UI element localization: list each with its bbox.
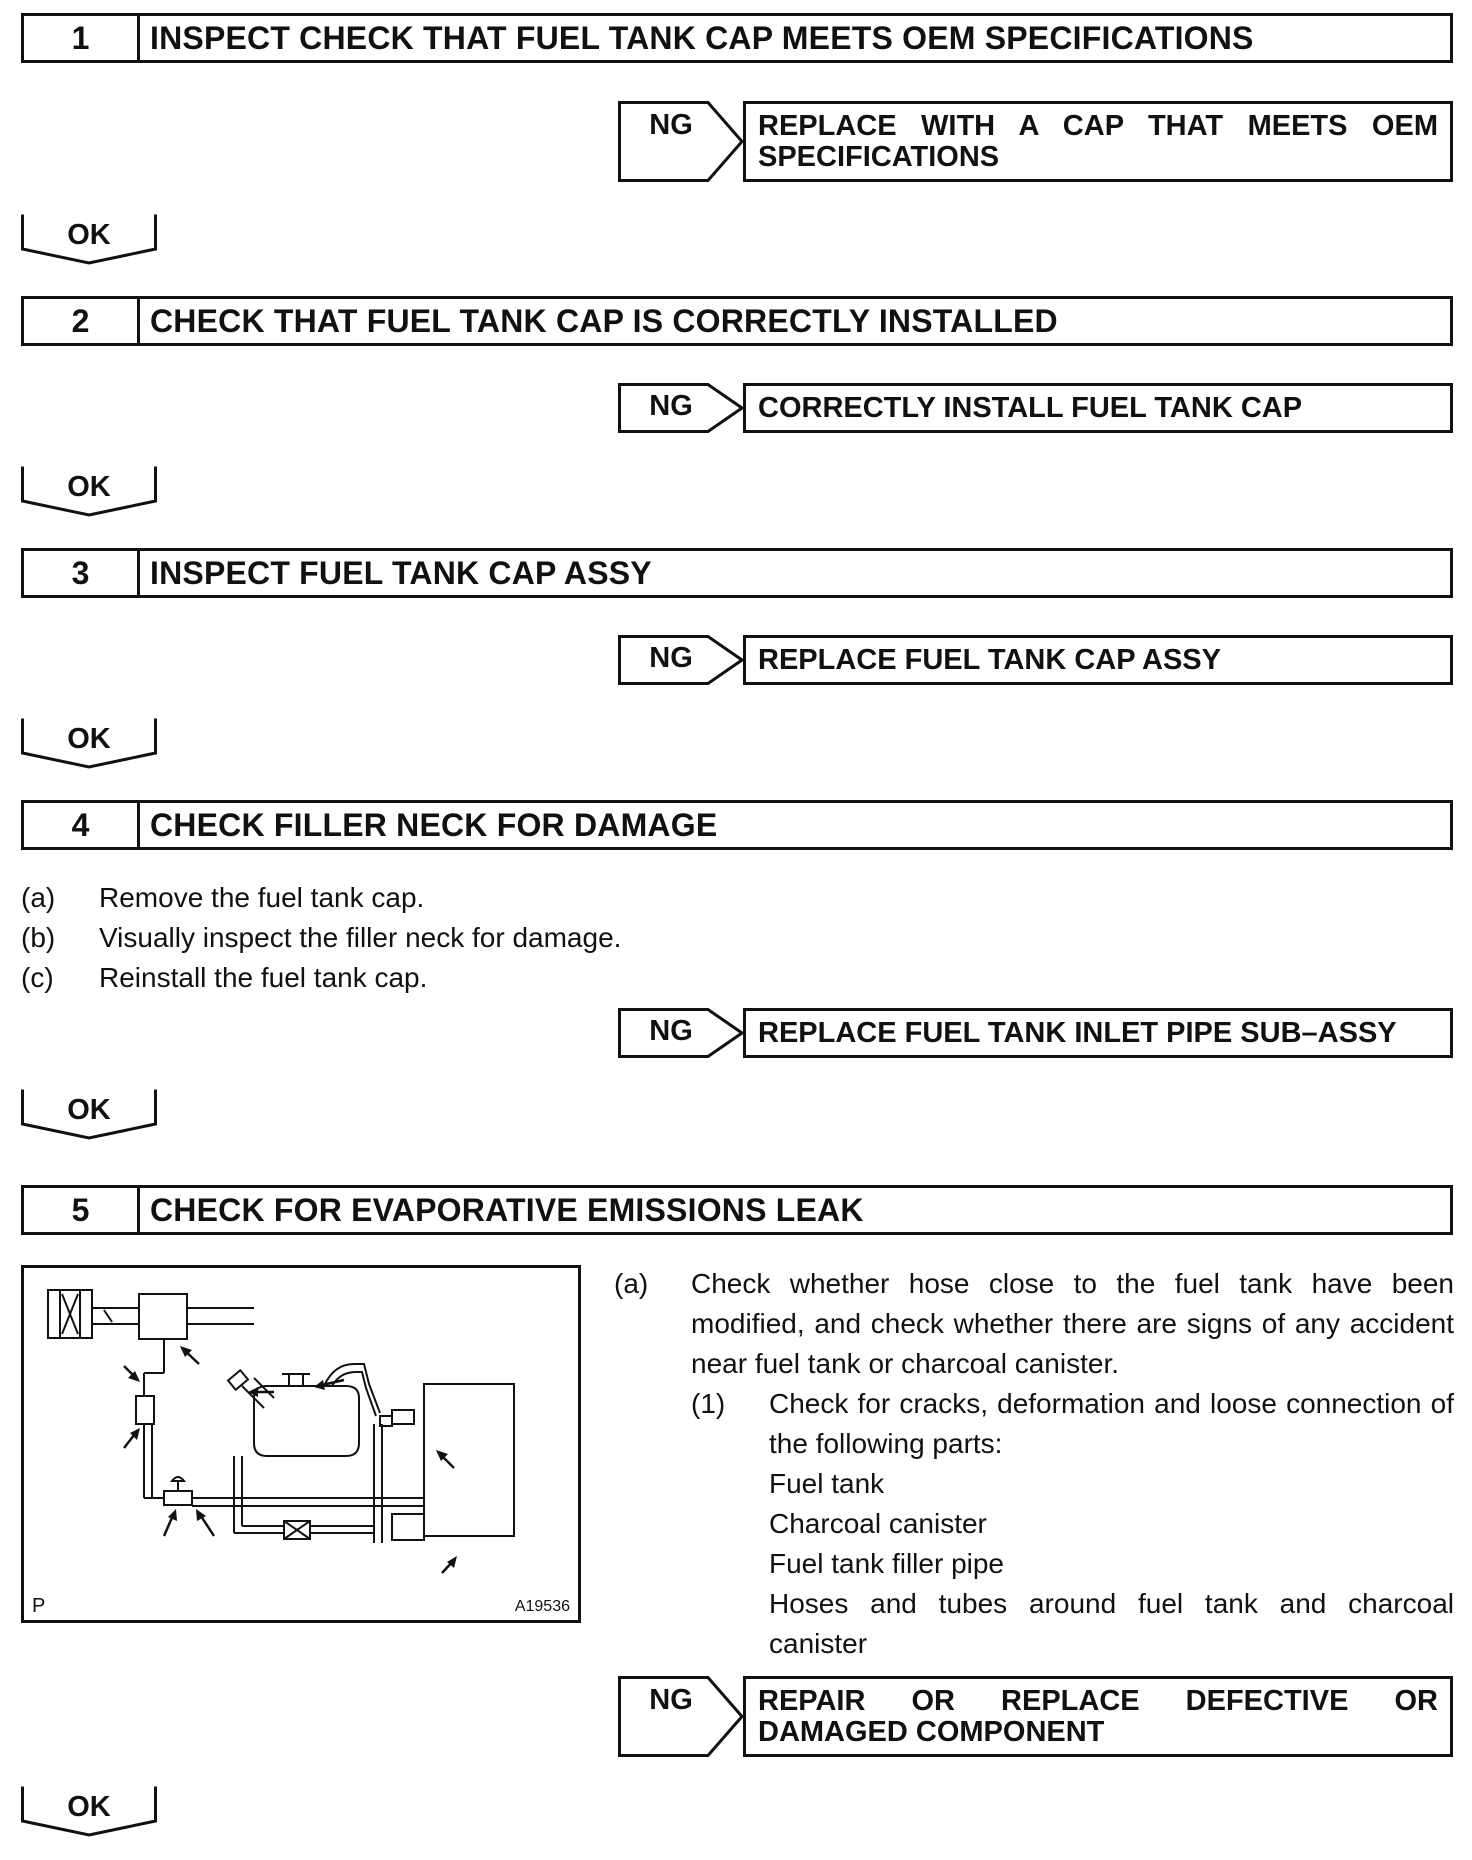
- step-2-header: [21, 296, 1453, 346]
- part-item: Fuel tank filler pipe: [769, 1548, 1005, 1579]
- ng-result: [743, 101, 1453, 182]
- ok-arrow: [21, 1088, 157, 1140]
- step-number: 2: [24, 299, 140, 343]
- ng-result: [743, 635, 1453, 685]
- step-number: 4: [24, 803, 140, 847]
- ng-arrow: [618, 1676, 744, 1757]
- ok-arrow: [21, 717, 157, 769]
- step-number: 5: [24, 1188, 140, 1232]
- ok-label: OK: [67, 219, 111, 251]
- step-1-header: [21, 13, 1453, 63]
- ok-arrow: [21, 1785, 157, 1837]
- diagram-code: A19536: [514, 1598, 570, 1615]
- ng-label: NG: [649, 109, 693, 141]
- diagram-corner-label: P: [32, 1595, 46, 1617]
- step-3-header: [21, 548, 1453, 598]
- ok-label: OK: [67, 723, 111, 755]
- ng-arrow: [618, 635, 744, 685]
- ng-label: NG: [649, 1015, 693, 1047]
- instruction-text: Remove the fuel tank cap.: [99, 882, 425, 913]
- instruction-letter: (c): [21, 962, 54, 993]
- procedure-text: Check whether hose close to the fuel tank have been modified, and check whether there are signs of any accident near fuel tank or charcoal canister.: [691, 1268, 1454, 1379]
- instruction-text: Reinstall the fuel tank cap.: [99, 962, 428, 993]
- step-5-header: [21, 1185, 1453, 1235]
- step-4-header: [21, 800, 1453, 850]
- subprocedure-text: Check for cracks, deformation and loose connection of the following parts:: [769, 1388, 1454, 1459]
- instruction-text: Visually inspect the filler neck for damage.: [99, 922, 622, 953]
- ng-result-text: CORRECTLY INSTALL FUEL TANK CAP: [758, 391, 1303, 424]
- step-title: INSPECT CHECK THAT FUEL TANK CAP MEETS OEM SPECIFICATIONS: [150, 19, 1254, 56]
- procedure-letter: (a): [614, 1268, 649, 1299]
- part-item: Charcoal canister: [769, 1508, 987, 1539]
- ng-arrow: [618, 101, 744, 182]
- ng-label: NG: [649, 390, 693, 422]
- ng-label: NG: [649, 642, 693, 674]
- ok-arrow: [21, 213, 157, 265]
- step-number: 1: [24, 16, 140, 60]
- ok-label: OK: [67, 471, 111, 503]
- evap-system-illustration: [24, 1268, 578, 1620]
- evap-system-diagram: [21, 1265, 581, 1623]
- step-title: CHECK FILLER NECK FOR DAMAGE: [150, 806, 718, 843]
- step-title: CHECK FOR EVAPORATIVE EMISSIONS LEAK: [150, 1191, 864, 1228]
- ng-result-text: REPLACE WITH A CAP THAT MEETS OEM SPECIFICATIONS: [758, 109, 1438, 173]
- ok-arrow: [21, 465, 157, 517]
- ng-result-text: REPLACE FUEL TANK CAP ASSY: [758, 643, 1221, 676]
- part-item: Fuel tank: [769, 1468, 885, 1499]
- subprocedure-number: (1): [691, 1388, 726, 1419]
- ng-result-text: REPLACE FUEL TANK INLET PIPE SUB–ASSY: [758, 1016, 1397, 1049]
- step-title: INSPECT FUEL TANK CAP ASSY: [150, 554, 652, 591]
- ng-result-text: REPAIR OR REPLACE DEFECTIVE OR DAMAGED COMPONENT: [758, 1684, 1438, 1748]
- instruction-letter: (a): [21, 882, 56, 913]
- part-item: Hoses and tubes around fuel tank and charcoal canister: [769, 1588, 1454, 1659]
- ng-label: NG: [649, 1684, 693, 1716]
- ok-label: OK: [67, 1791, 111, 1823]
- ng-result: [743, 1008, 1453, 1058]
- ng-arrow: [618, 383, 744, 433]
- step-number: 3: [24, 551, 140, 595]
- instruction-letter: (b): [21, 922, 56, 953]
- ng-result: [743, 383, 1453, 433]
- ng-result: [743, 1676, 1453, 1757]
- step-title: CHECK THAT FUEL TANK CAP IS CORRECTLY INSTALLED: [150, 302, 1058, 339]
- ng-arrow: [618, 1008, 744, 1058]
- ok-label: OK: [67, 1094, 111, 1126]
